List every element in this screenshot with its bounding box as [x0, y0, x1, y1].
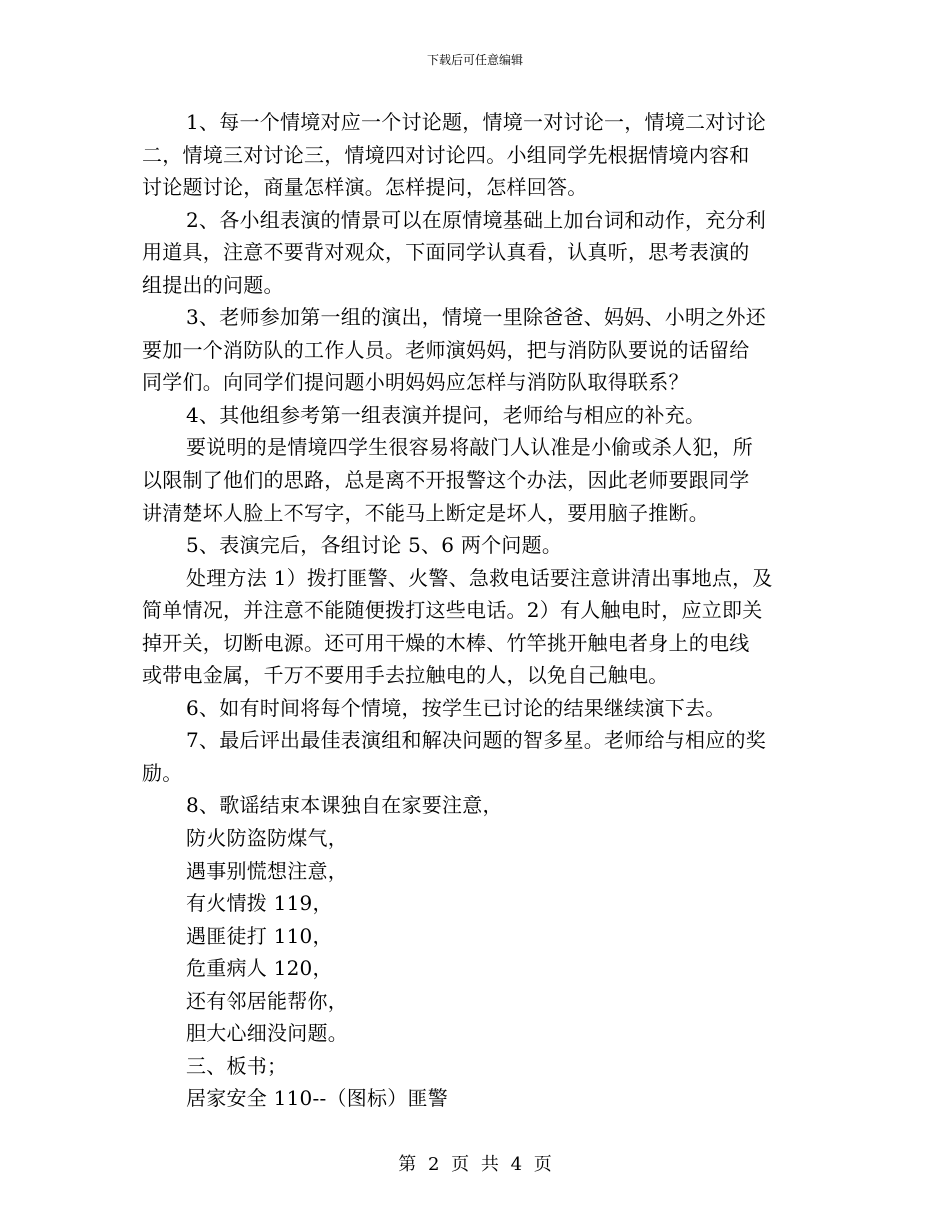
song-line: 危重病人 120， [186, 956, 333, 981]
paragraph-line: 要加一个消防队的工作人员。老师演妈妈，把与消防队要说的话留给 [142, 337, 750, 362]
paragraph-line: 4、其他组参考第一组表演并提问，老师给与相应的补充。 [186, 402, 706, 427]
paragraph-line: 2、各小组表演的情景可以在原情境基础上加台词和动作，充分利 [186, 207, 766, 232]
paragraph-line: 7、最后评出最佳表演组和解决问题的智多星。老师给与相应的奖 [186, 728, 766, 753]
paragraph-line: 二，情境三对讨论三，情境四对讨论四。小组同学先根据情境内容和 [142, 142, 750, 167]
song-line: 遇匪徒打 110， [186, 923, 333, 948]
song-line: 胆大心细没问题。 [186, 1021, 348, 1046]
paragraph-line: 掉开关，切断电源。还可用干燥的木棒、竹竿挑开触电者身上的电线 [142, 630, 750, 655]
paragraph-line: 1、每一个情境对应一个讨论题，情境一对讨论一，情境二对讨论 [186, 110, 766, 134]
document-body [142, 106, 812, 1115]
paragraph-line: 3、老师参加第一组的演出，情境一里除爸爸、妈妈、小明之外还 [186, 305, 766, 330]
paragraph-line: 处理方法 1）拨打匪警、火警、急救电话要注意讲清出事地点，及 [186, 565, 773, 590]
paragraph-line: 6、如有时间将每个情境，按学生已讨论的结果继续演下去。 [186, 695, 726, 720]
paragraph-line: 要说明的是情境四学生很容易将敲门人认准是小偷或杀人犯，所 [186, 435, 753, 460]
paragraph-line: 同学们。向同学们提问题小明妈妈应怎样与消防队取得联系？ [142, 370, 689, 395]
paragraph-line: 5、表演完后，各组讨论 5、6 两个问题。 [186, 533, 563, 558]
page-number: 第 2 页 共 4 页 [398, 1154, 552, 1175]
section-heading: 三、板书； [186, 1053, 288, 1078]
paragraph-line: 组提出的问题。 [142, 272, 284, 297]
paragraph-line: 简单情况，并注意不能随便拨打这些电话。2）有人触电时，应立即关 [142, 598, 763, 623]
paragraph-line: 用道具，注意不要背对观众，下面同学认真看，认真听，思考表演的 [142, 240, 750, 265]
paragraph-line: 讲清楚坏人脸上不写字，不能马上断定是坏人，要用脑子推断。 [142, 500, 709, 525]
song-line: 有火情拨 119， [186, 891, 333, 916]
paragraph-line: 8、歌谣结束本课独自在家要注意， [186, 793, 503, 818]
paragraph-line: 或带电金属，千万不要用手去拉触电的人，以免自己触电。 [142, 663, 669, 688]
paragraph-line: 励。 [142, 760, 183, 785]
song-line: 防火防盗防煤气， [186, 826, 348, 851]
header-note: 下载后可任意编辑 [426, 53, 523, 67]
paragraph-line: 以限制了他们的思路，总是离不开报警这个办法，因此老师要跟同学 [142, 468, 750, 493]
song-line: 还有邻居能帮你， [186, 988, 348, 1013]
paragraph-line: 讨论题讨论，商量怎样演。怎样提问，怎样回答。 [142, 175, 588, 200]
song-line: 遇事别慌想注意， [186, 858, 348, 883]
board-line: 居家安全 110--（图标）匪警 [186, 1086, 449, 1111]
